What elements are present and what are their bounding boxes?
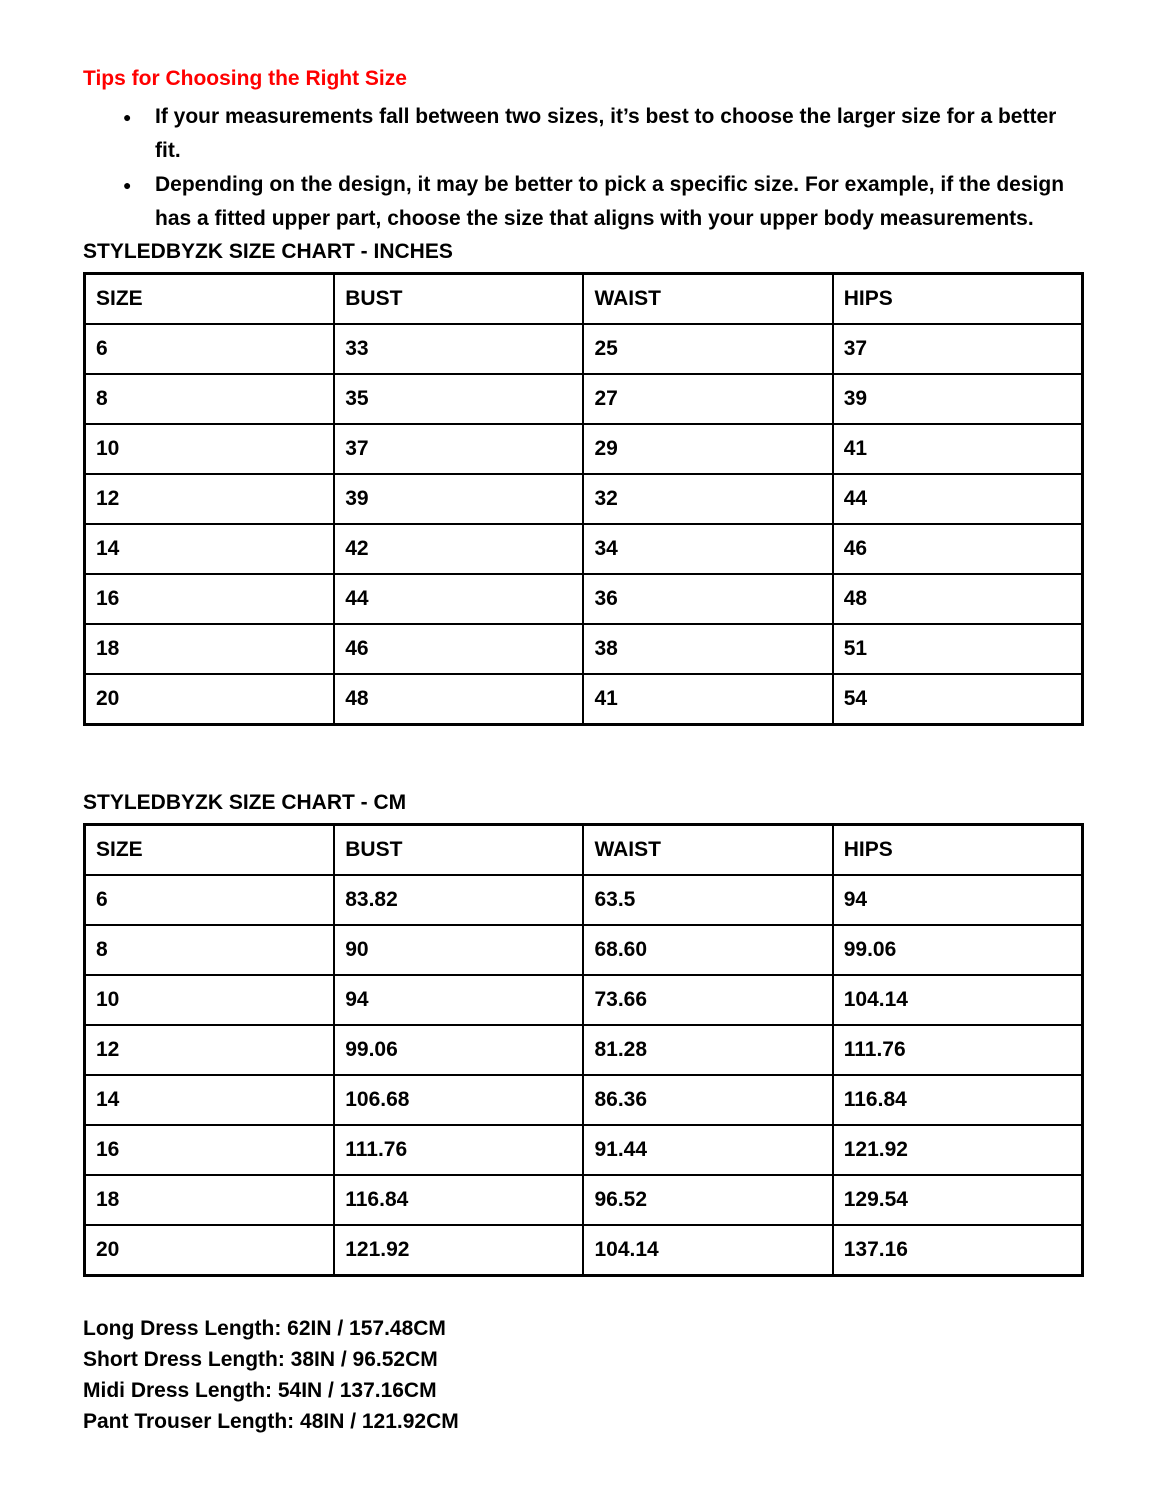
table-row	[85, 1125, 1083, 1175]
table-cell: 68.60	[583, 925, 832, 975]
table-cell: 54	[833, 674, 1083, 725]
table-cell: 91.44	[583, 1125, 832, 1175]
table-row	[85, 1075, 1083, 1125]
table-cell: 6	[85, 324, 335, 374]
table-cell: 32	[583, 474, 832, 524]
table-cell: 90	[334, 925, 583, 975]
table-cell: 10	[85, 424, 335, 474]
tip-item	[83, 100, 1078, 168]
table-cell: 20	[85, 674, 335, 725]
table-cell: 111.76	[334, 1125, 583, 1175]
table-row	[85, 574, 1083, 624]
table-cell: 46	[833, 524, 1083, 574]
table-cell: 34	[583, 524, 832, 574]
table-cell: 116.84	[833, 1075, 1083, 1125]
table-cell: 106.68	[334, 1075, 583, 1125]
table-cell: 12	[85, 474, 335, 524]
table-cell: 20	[85, 1225, 335, 1276]
table-cell: 29	[583, 424, 832, 474]
length-note-midi-dress: Midi Dress Length: 54IN / 137.16CM	[83, 1379, 437, 1402]
tip-item	[83, 168, 1078, 236]
table-cell: 116.84	[334, 1175, 583, 1225]
table-cell: 104.14	[583, 1225, 832, 1276]
table-cell: 37	[334, 424, 583, 474]
table-cell: 44	[334, 574, 583, 624]
table-cell: 121.92	[334, 1225, 583, 1276]
tips-list	[83, 100, 1078, 236]
table-row	[85, 374, 1083, 424]
table-cell: 16	[85, 574, 335, 624]
table-cell: 36	[583, 574, 832, 624]
table-cell: 96.52	[583, 1175, 832, 1225]
header-row	[85, 825, 1083, 876]
table-row	[85, 674, 1083, 725]
table-row	[85, 875, 1083, 925]
table-cell: 12	[85, 1025, 335, 1075]
tip-text: If your measurements fall between two sizes, it’s best to choose the larger size for a better fit.	[155, 105, 1057, 162]
column-header: BUST	[334, 825, 583, 876]
table-cell: 99.06	[334, 1025, 583, 1075]
table-cell: 8	[85, 925, 335, 975]
column-header: SIZE	[85, 825, 335, 876]
table-cell: 104.14	[833, 975, 1083, 1025]
length-note-long-dress: Long Dress Length: 62IN / 157.48CM	[83, 1317, 446, 1340]
table-cell: 63.5	[583, 875, 832, 925]
table-cell: 18	[85, 624, 335, 674]
table-row	[85, 324, 1083, 374]
table-cell: 44	[833, 474, 1083, 524]
table-cell: 18	[85, 1175, 335, 1225]
table-row	[85, 624, 1083, 674]
column-header: HIPS	[833, 825, 1083, 876]
table-cell: 73.66	[583, 975, 832, 1025]
column-header: BUST	[334, 274, 583, 325]
table-row	[85, 1025, 1083, 1075]
table-row	[85, 524, 1083, 574]
size-chart-cm-title: STYLEDBYZK SIZE CHART - CM	[83, 791, 407, 814]
table-cell: 129.54	[833, 1175, 1083, 1225]
header-row	[85, 274, 1083, 325]
table-cell: 25	[583, 324, 832, 374]
table-row	[85, 925, 1083, 975]
column-header: WAIST	[583, 274, 832, 325]
table-cell: 8	[85, 374, 335, 424]
table-cell: 46	[334, 624, 583, 674]
column-header: HIPS	[833, 274, 1083, 325]
size-chart-inches-title: STYLEDBYZK SIZE CHART - INCHES	[83, 240, 453, 263]
tips-heading: Tips for Choosing the Right Size	[83, 67, 407, 90]
table-cell: 38	[583, 624, 832, 674]
table-cell: 86.36	[583, 1075, 832, 1125]
table-cell: 42	[334, 524, 583, 574]
table-cell: 33	[334, 324, 583, 374]
table-cell: 41	[583, 674, 832, 725]
table-cell: 39	[833, 374, 1083, 424]
table-cell: 48	[334, 674, 583, 725]
table-cell: 16	[85, 1125, 335, 1175]
table-cell: 35	[334, 374, 583, 424]
size-chart-inches-table	[83, 272, 1084, 726]
table-cell: 14	[85, 524, 335, 574]
table-cell: 111.76	[833, 1025, 1083, 1075]
bullet-icon: ●	[123, 177, 132, 193]
table-cell: 6	[85, 875, 335, 925]
table-row	[85, 474, 1083, 524]
table-row	[85, 424, 1083, 474]
table-cell: 137.16	[833, 1225, 1083, 1276]
column-header: SIZE	[85, 274, 335, 325]
column-header: WAIST	[583, 825, 832, 876]
table-cell: 39	[334, 474, 583, 524]
table-cell: 41	[833, 424, 1083, 474]
table-cell: 94	[334, 975, 583, 1025]
table-cell: 94	[833, 875, 1083, 925]
table-cell: 37	[833, 324, 1083, 374]
table-cell: 27	[583, 374, 832, 424]
size-chart-cm-table	[83, 823, 1084, 1277]
bullet-icon: ●	[123, 109, 132, 125]
tip-text: Depending on the design, it may be better to pick a specific size. For example, if the design has a fitted upper part, choose the size that aligns with your upper body measurements.	[155, 173, 1065, 230]
table-cell: 99.06	[833, 925, 1083, 975]
table-cell: 83.82	[334, 875, 583, 925]
table-row	[85, 1225, 1083, 1276]
table-cell: 14	[85, 1075, 335, 1125]
length-note-short-dress: Short Dress Length: 38IN / 96.52CM	[83, 1348, 438, 1371]
table-row	[85, 1175, 1083, 1225]
table-cell: 10	[85, 975, 335, 1025]
table-cell: 81.28	[583, 1025, 832, 1075]
table-cell: 51	[833, 624, 1083, 674]
length-note-pant-trouser: Pant Trouser Length: 48IN / 121.92CM	[83, 1410, 459, 1433]
length-notes	[83, 1313, 1084, 1437]
table-row	[85, 975, 1083, 1025]
table-cell: 121.92	[833, 1125, 1083, 1175]
table-cell: 48	[833, 574, 1083, 624]
